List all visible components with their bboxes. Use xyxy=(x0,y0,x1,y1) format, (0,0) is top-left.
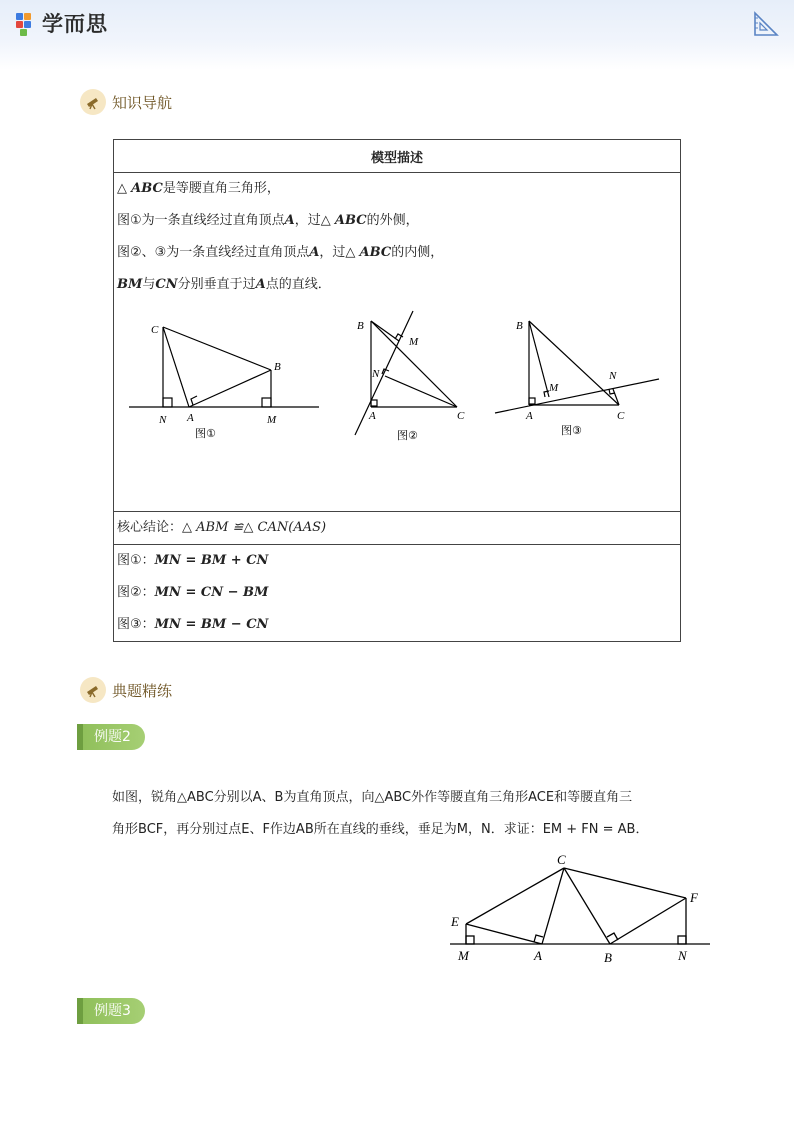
section-knowledge-nav xyxy=(80,89,172,115)
brand-mark-icon xyxy=(16,11,38,35)
figure-caption: 图③ xyxy=(561,424,582,437)
label-B: B xyxy=(604,950,612,965)
label-M: M xyxy=(458,948,469,963)
figure-2-diagram xyxy=(349,301,479,451)
figures-area xyxy=(117,301,677,511)
telescope-icon xyxy=(80,677,106,703)
brand-name: 学而思 xyxy=(42,12,108,36)
label-E: E xyxy=(451,914,459,929)
description-line: △ ABC是等腰直角三角形， xyxy=(117,181,280,196)
label-M: M xyxy=(549,382,559,394)
example-3-badge: 例题3 xyxy=(80,998,145,1024)
label-A: A xyxy=(369,410,376,422)
label-C: C xyxy=(151,324,159,336)
page-header xyxy=(0,0,794,70)
figure-caption: 图① xyxy=(195,427,216,440)
section-title: 知识导航 xyxy=(112,93,173,112)
label-M: M xyxy=(267,414,277,426)
ruler-triangle-icon xyxy=(752,10,780,38)
label-N: N xyxy=(159,414,167,426)
result-line: 图②：MN = CN − BM xyxy=(117,585,269,600)
label-A: A xyxy=(526,410,533,422)
description-line: 图②、③为一条直线经过直角顶点A，过△ ABC的内侧， xyxy=(117,245,444,260)
result-line: 图③：MN = BM − CN xyxy=(117,617,269,632)
label-F: F xyxy=(690,890,698,905)
figure-caption: 图② xyxy=(397,429,418,442)
figure-3-diagram xyxy=(489,301,669,451)
description-line: BM与CN分别垂直于过A点的直线． xyxy=(117,277,331,292)
telescope-icon xyxy=(80,89,106,115)
conclusion-label: 核心结论： xyxy=(117,520,183,535)
example-2-badge: 例题2 xyxy=(80,724,145,750)
brand-logo xyxy=(16,8,108,38)
label-B: B xyxy=(274,361,281,373)
description-line: 图①为一条直线经过直角顶点A，过△ ABC的外侧， xyxy=(117,213,419,228)
label-C: C xyxy=(617,410,625,422)
label-N: N xyxy=(372,368,380,380)
problem-line: 如图，锐角△ABC分别以A、B为直角顶点，向△ABC外作等腰直角三角形ACE和等腰直角三 xyxy=(112,790,633,805)
label-A: A xyxy=(187,412,194,424)
label-C: C xyxy=(557,852,566,867)
model-description-cell xyxy=(114,173,681,512)
example-2-diagram xyxy=(440,850,720,970)
results-cell xyxy=(114,545,681,642)
section-typical-practice xyxy=(80,677,172,703)
figure-1-diagram xyxy=(125,313,335,463)
label-M: M xyxy=(409,336,419,348)
problem-line: 角形BCF，再分别过点E、F作边AB所在直线的垂线，垂足为M，N．求证：EM + FN = AB． xyxy=(112,822,649,837)
label-B: B xyxy=(516,320,523,332)
label-B: B xyxy=(357,320,364,332)
result-line: 图①：MN = BM + CN xyxy=(117,553,269,568)
section-title: 典题精练 xyxy=(112,681,173,700)
label-N: N xyxy=(678,948,687,963)
table-header: 模型描述 xyxy=(114,140,681,173)
example-2-text xyxy=(112,782,712,846)
core-conclusion-cell xyxy=(114,512,681,545)
label-N: N xyxy=(609,370,617,382)
model-description-table xyxy=(113,139,681,642)
label-A: A xyxy=(534,948,542,963)
conclusion-formula: △ ABM ≌△ CAN(AAS) xyxy=(182,520,327,535)
label-C: C xyxy=(457,410,465,422)
